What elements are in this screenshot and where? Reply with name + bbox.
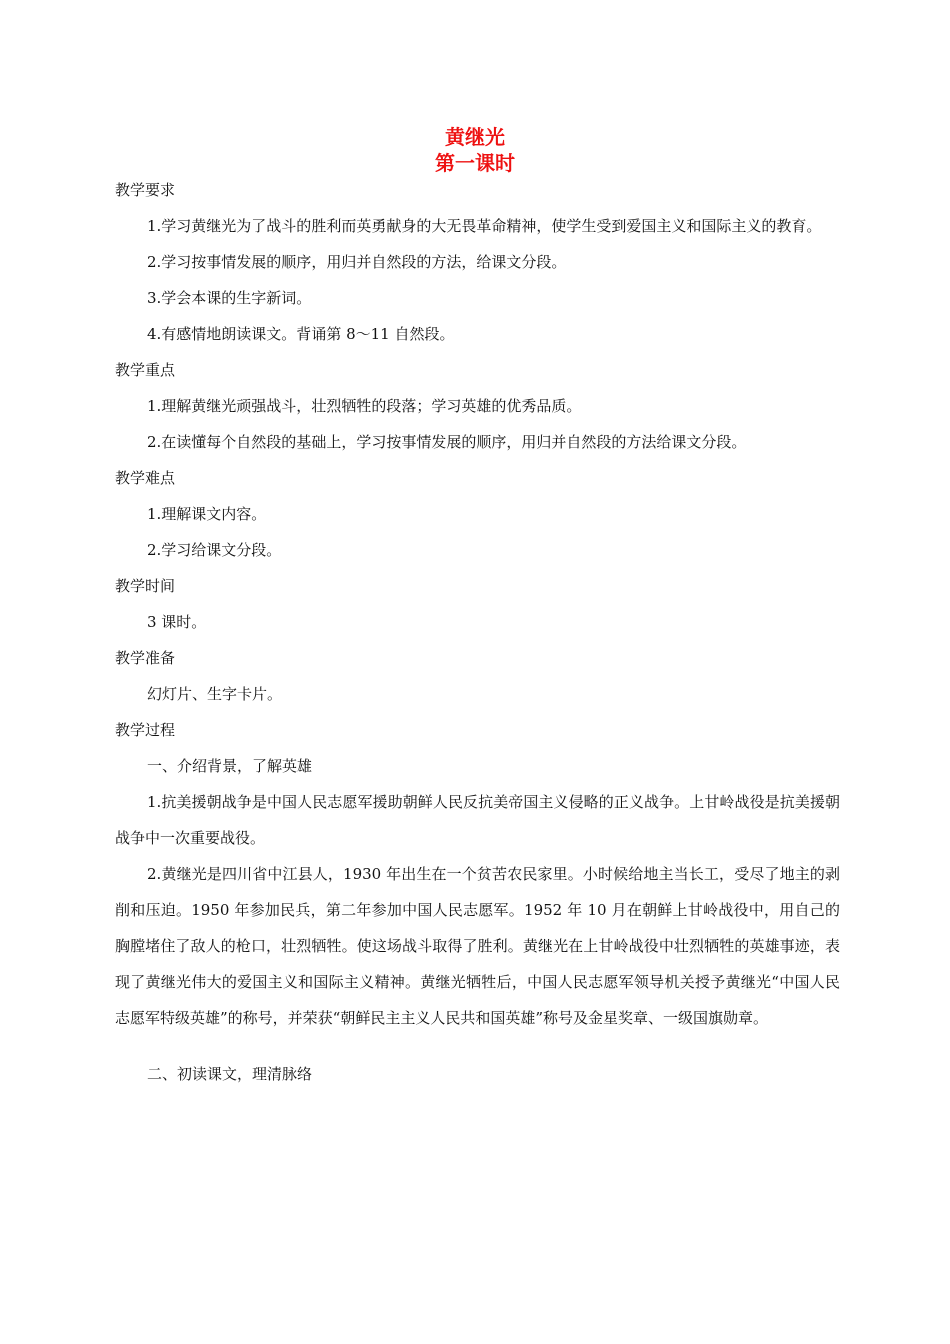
section-heading: 教学要求 bbox=[115, 181, 176, 199]
paragraph: 1.学习黄继光为了战斗的胜利而英勇献身的大无畏革命精神，使学生受到爱国主义和国际主义的教育。 bbox=[147, 217, 822, 235]
document-subtitle: 第一课时 bbox=[435, 151, 515, 175]
paragraph: 3 课时。 bbox=[147, 613, 207, 631]
paragraph: 1.抗美援朝战争是中国人民志愿军援助朝鲜人民反抗美帝国主义侵略的正义战争。上甘岭战役是抗美援朝战争中一次重要战役。 bbox=[115, 793, 840, 847]
section-heading: 教学难点 bbox=[115, 469, 176, 487]
section-heading: 教学过程 bbox=[115, 721, 176, 739]
paragraph: 1.理解课文内容。 bbox=[147, 505, 267, 523]
paragraph: 3.学会本课的生字新词。 bbox=[147, 289, 312, 307]
spacer bbox=[115, 1036, 840, 1056]
document-title: 黄继光 bbox=[445, 125, 505, 149]
paragraph: 1.理解黄继光顽强战斗，壮烈牺牲的段落；学习英雄的优秀品质。 bbox=[147, 397, 582, 415]
paragraph: 二、初读课文，理清脉络 bbox=[147, 1065, 313, 1083]
paragraph: 2.学习给课文分段。 bbox=[147, 541, 282, 559]
paragraph: 4.有感情地朗读课文。背诵第 8～11 自然段。 bbox=[147, 325, 455, 343]
paragraph: 一、介绍背景，了解英雄 bbox=[147, 757, 313, 775]
paragraph: 幻灯片、生字卡片。 bbox=[147, 685, 283, 703]
section-heading: 教学准备 bbox=[115, 649, 176, 667]
title-block bbox=[0, 124, 950, 176]
section-heading: 教学时间 bbox=[115, 577, 176, 595]
section-heading: 教学重点 bbox=[115, 361, 176, 379]
document-body bbox=[115, 172, 840, 1092]
paragraph: 2.学习按事情发展的顺序，用归并自然段的方法，给课文分段。 bbox=[147, 253, 567, 271]
paragraph: 2.黄继光是四川省中江县人，1930 年出生在一个贫苦农民家里。小时候给地主当长工，受尽了地主的剥削和压迫。1950 年参加民兵，第二年参加中国人民志愿军。1952 年 10 月在朝鲜上甘岭战役中，用自己的胸膛堵住了敌人的枪口，壮烈牺牲。使这场战斗取得了胜利。黄继光在上甘岭战役中壮烈牺牲的英雄事迹，表现了黄继光伟大的爱国主义和国际主义精神。黄继光牺牲后，中国人民志愿军领导机关授予黄继光“中国人民志愿军特级英雄”的称号，并荣获“朝鲜民主主义人民共和国英雄”称号及金星奖章、一级国旗勋章。 bbox=[115, 865, 840, 1027]
paragraph: 2.在读懂每个自然段的基础上，学习按事情发展的顺序，用归并自然段的方法给课文分段。 bbox=[147, 433, 747, 451]
